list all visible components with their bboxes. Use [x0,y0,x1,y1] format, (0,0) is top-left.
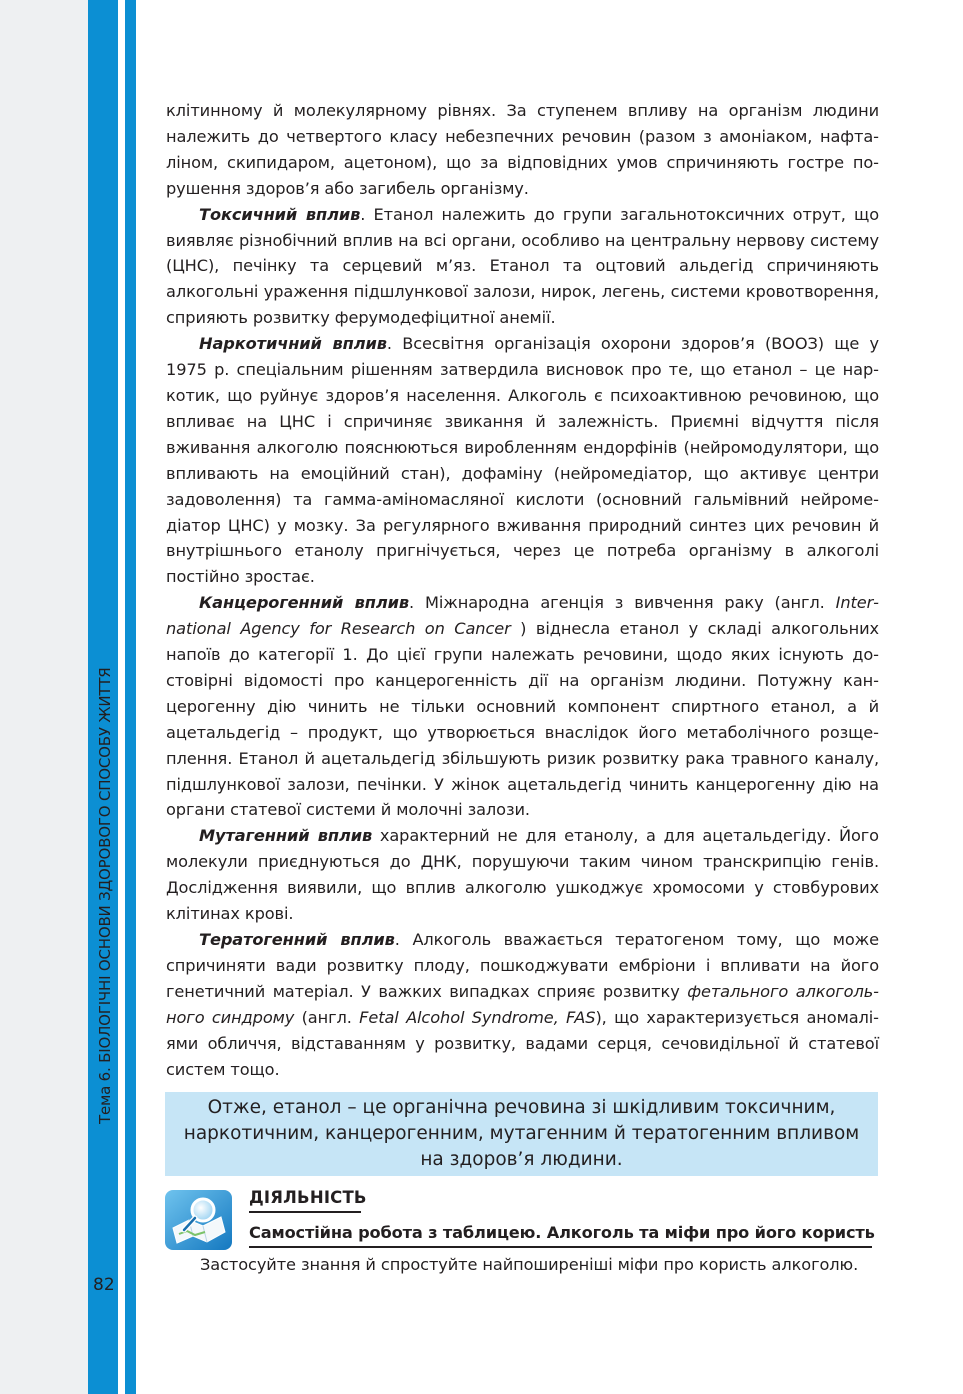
subtitle-underline [249,1246,872,1248]
paragraph-mutagenic [166,823,879,927]
paragraph-narcotic [166,331,879,590]
activity-subtitle: Самостійна робота з таблицею. Алкоголь та міфи про його користь [249,1223,875,1242]
map-magnifier-icon [165,1190,232,1250]
paragraph-text: ), що характеризується аномаліями обличчя, відставанням у розвитку, вадами серця, сечовидільної й статевої систем тощо. [166,1007,879,1079]
paragraph-text: характерний не для етанолу, а для ацетальдегіду. Його молекули приєднуються до ДНК, порушуючи таким чином транскрипцію генів. Дослідження виявили, що вплив алкоголю ушкоджує хромосоми у стовбурових клітинах крові. [166,826,879,924]
conclusion-text: Отже, етанол – це органічна речовина зі шкідливим токсичним, наркотичним, канцерогенним, мутагенним й тератогенним впливом на здоров’я людини. [183,1097,860,1170]
italic-term: фетального алкогольного синдрому [166,981,879,1027]
activity-task: Застосуйте знання й спростуйте найпоширеніші міфи про користь алкоголю. [200,1255,859,1274]
paragraph-intro [166,98,879,202]
paragraph-text: . Етанол належить до групи загальнотоксичних отрут, що виявляє різнобічний вплив на всі органи, особливо на центральну нервову систему (ЦНС), печінку та серцевий м’яз. Етанол та оцтовий альдегід спричиняють алкогольні ураження підшлункової залози, нирок, легень, системи кровотворення, сприяють розвитку ферумодефіцитної анемії. [166,204,880,328]
page-number: 82 [93,1275,115,1295]
heading-underline [249,1211,361,1213]
sidebar-separator [118,0,125,1394]
paragraph-toxic [166,202,879,332]
paragraph-teratogenic [166,927,879,1082]
chapter-title: Тема 6. БІОЛОГІЧНІ ОСНОВИ ЗДОРОВОГО СПОСОБУ ЖИТТЯ [96,667,114,1124]
term-teratogenic: Тератогенний вплив [199,930,395,949]
term-carcinogenic: Канцерогенний вплив [199,593,410,613]
term-mutagenic: Мутагенний вплив [199,826,373,846]
activity-heading: ДІЯЛЬНІСТЬ [249,1188,367,1207]
main-text [166,98,879,1082]
paragraph-text: ) віднесла етанол у складі алкогольних напоїв до категорії 1. До цієї групи належать речовини, щодо яких існують достовірні відомості про канцерогенність дії на організм людини. Потужну канцерогенну дію чинить не тільки основний компонент спиртного етанол, а й ацетальдегід – продукт, що утворюється внаслідок його метаболічного розщеплення. Етанол й ацетальдегід збільшують ризик розвитку рака травного каналу, підшлункової залози, печінки. У жінок ацетальдегід чинить канцерогенну дію на органи статевої системи й молочні залози. [166,619,879,820]
paragraph-text: . Алкоголь вважається тератогеном тому, що може спричиняти вади розвитку плоду, пошкоджувати ембріони і впливати на його генетичний матеріал. У важких випадках сприяє розвитку [166,930,879,1001]
conclusion-box [165,1092,878,1176]
term-toxic: Токсичний вплив [199,204,361,224]
paragraph-text: (англ. [294,1007,360,1027]
term-narcotic: Наркотичний вплив [199,334,387,354]
paragraph-text: . Всесвітня організація охорони здоров’я (ВООЗ) ще у 1975 р. спеціальним рішенням затвердила висновок про те, що етанол – це наркотик, що руйнує здоров’я населення. Алкоголь є психоактивною речовиною, що впливає на ЦНС і спричиняє звикання й залежність. Приємні відчуття після вживання алкоголю пояснюються виробленням ендорфінів (нейромодулятори, що впливають на емоційний стан), дофаміну (нейромедіатор, що активує центри задоволення) та гамма-аміномасляної кислоти (основний гальмівний нейромедіатор ЦНС) у мозку. За регулярного вживання природний синтез цих речовин й внутрішнього етанолу пригнічується, через це потреба організму в алкоголі постійно зростає. [166,334,879,587]
italic-english-name: Fetal Alcohol Syndrome, FAS [359,1007,596,1027]
paragraph-text: клітинному й молекулярному рівнях. За ступенем впливу на організм людини належить до четвертого класу небезпечних речовин (разом з амоніаком, нафталіном, скипидаром, ацетоном), що за відповідних умов спричиняють гостре порушення здоров’я або загибель організму. [166,101,879,198]
sidebar-band [0,0,88,1394]
sidebar-accent-bar-inner [125,0,136,1394]
paragraph-carcinogenic [166,590,879,823]
italic-english-name: International Agency for Research on Cancer [166,593,879,639]
paragraph-text: . Міжнародна агенція з вивчення раку (англ. [409,593,836,613]
